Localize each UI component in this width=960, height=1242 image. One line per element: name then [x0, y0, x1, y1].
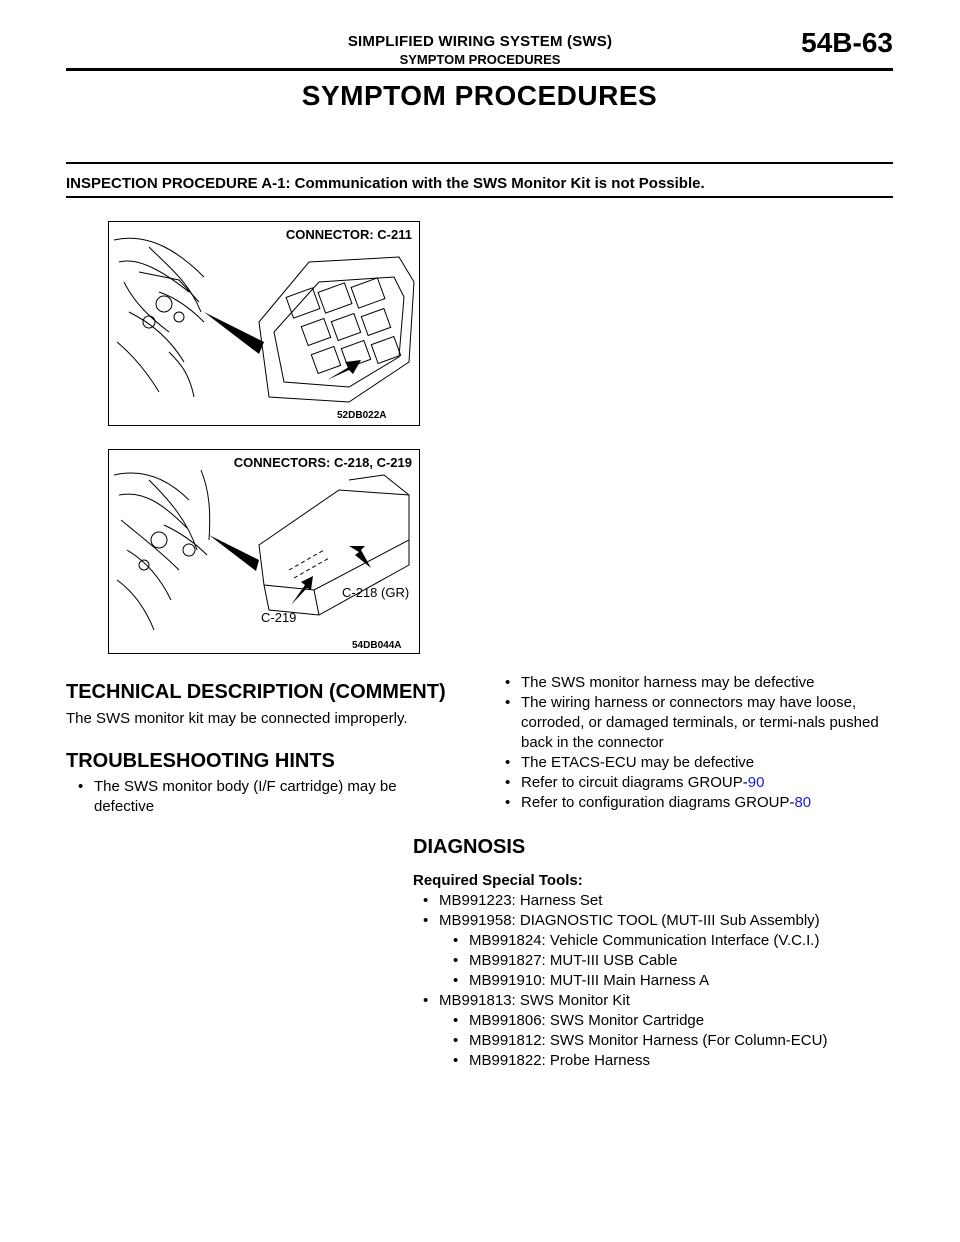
subsection-title: SYMPTOM PROCEDURES	[399, 52, 561, 67]
list-item	[503, 773, 893, 793]
required-tools-label: Required Special Tools:	[413, 872, 583, 889]
arrow-icon	[209, 535, 259, 571]
list-item: • MB991827: MUT-III USB Cable	[451, 951, 901, 971]
list-item: • MB991812: SWS Monitor Harness (For Column-ECU)	[451, 1031, 901, 1051]
list-item: • MB991824: Vehicle Communication Interface (V.C.I.)	[451, 931, 901, 951]
list-item	[503, 793, 893, 813]
figure-code: 54DB044A	[352, 640, 402, 651]
technical-description-heading: TECHNICAL DESCRIPTION (COMMENT)	[66, 681, 446, 703]
callout-c218: C-218 (GR)	[342, 585, 410, 600]
figure-label: CONNECTOR: C-211	[285, 227, 412, 242]
list-item-text: Refer to circuit diagrams GROUP-	[521, 774, 748, 791]
procedure-rule-bottom	[66, 196, 893, 198]
technical-description-text: The SWS monitor kit may be connected improperly.	[66, 710, 408, 727]
troubleshooting-heading: TROUBLESHOOTING HINTS	[66, 750, 335, 772]
connectors-c218-c219-figure	[108, 449, 420, 654]
list-item: • The SWS monitor body (I/F cartridge) may be defective	[76, 777, 456, 817]
procedure-title: INSPECTION PROCEDURE A-1: Communication with the SWS Monitor Kit is not Possible.	[66, 175, 705, 192]
figure-label: CONNECTORS: C-218, C-219	[233, 455, 412, 470]
procedure-rule-top	[66, 162, 893, 164]
header-rule	[66, 68, 893, 71]
arrow-icon	[327, 360, 361, 380]
list-item: • MB991910: MUT-III Main Harness A	[451, 971, 901, 991]
list-item: • The ETACS-ECU may be defective	[503, 753, 893, 773]
connector-c211-illustration	[109, 222, 419, 425]
troubleshooting-list-left	[76, 777, 456, 817]
list-item: • The wiring harness or connectors may have loose, corroded, or damaged terminals, or termi-nals pushed back in the connector	[503, 693, 893, 753]
arrow-icon	[204, 312, 264, 354]
arrow-icon	[349, 546, 371, 568]
list-item: • MB991822: Probe Harness	[451, 1051, 901, 1071]
group-link[interactable]: 80	[794, 794, 812, 811]
list-item: • MB991813: SWS Monitor Kit	[421, 991, 901, 1011]
figure-code: 52DB022A	[337, 410, 387, 421]
list-item: • MB991958: DIAGNOSTIC TOOL (MUT-III Sub Assembly)	[421, 911, 901, 931]
list-item: • MB991223: Harness Set	[421, 891, 901, 911]
section-title: SIMPLIFIED WIRING SYSTEM (SWS)	[347, 33, 613, 50]
list-item: • MB991806: SWS Monitor Cartridge	[451, 1011, 901, 1031]
list-item: • The SWS monitor harness may be defective	[503, 673, 893, 693]
callout-c219: C-219	[261, 610, 297, 625]
arrow-icon	[291, 576, 313, 605]
connector-c211-figure	[108, 221, 420, 426]
page-number: 54B-63	[801, 27, 893, 58]
diagnosis-heading: DIAGNOSIS	[413, 836, 526, 858]
troubleshooting-list-right	[503, 673, 893, 813]
page-title: SYMPTOM PROCEDURES	[301, 80, 658, 111]
group-link[interactable]: 90	[747, 774, 765, 791]
required-tools-list	[421, 891, 901, 1071]
list-item-text: Refer to configuration diagrams GROUP-	[521, 794, 795, 811]
